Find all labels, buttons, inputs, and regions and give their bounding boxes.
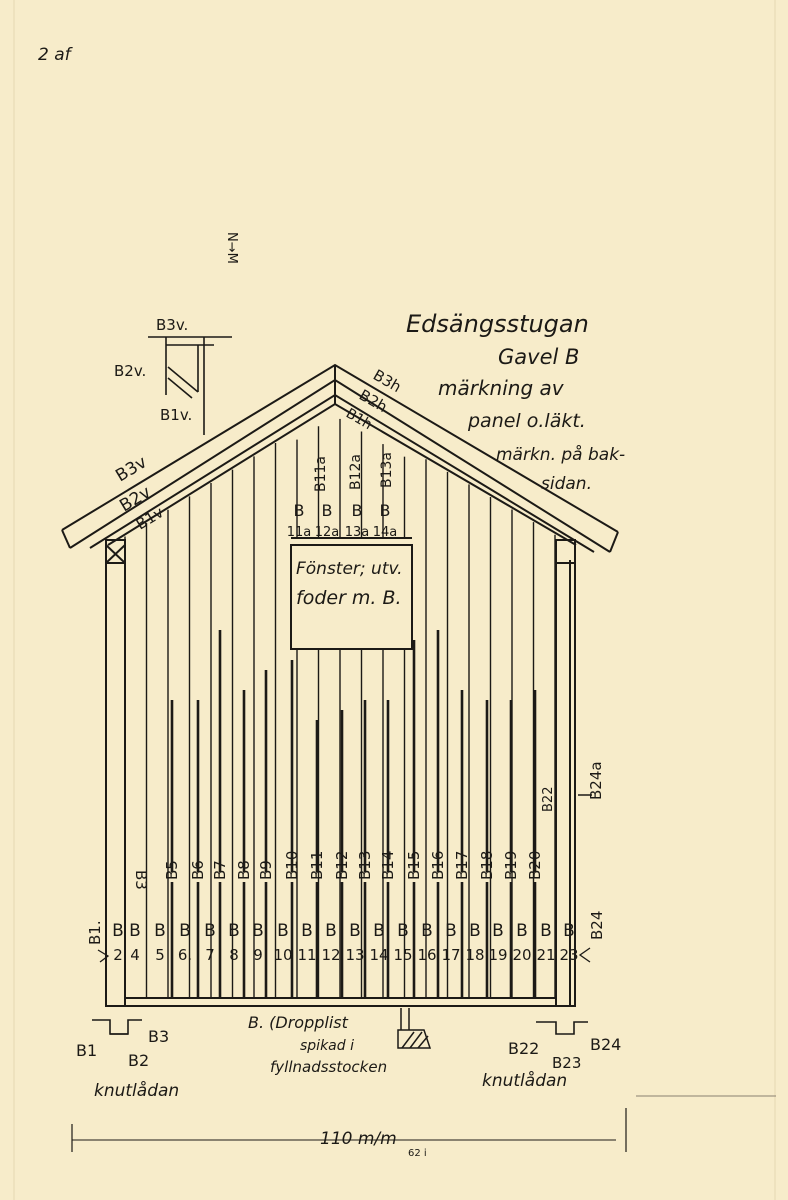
roof-label-b1h: B1h <box>343 405 375 434</box>
br-label-b22: B22 <box>508 1039 540 1058</box>
board-label-letter: B <box>469 921 481 941</box>
roof-label-b3h: B3h <box>370 365 405 397</box>
board-label-number: 9 <box>253 946 263 964</box>
dropplist-line-2: spikad i <box>300 1038 354 1054</box>
batten-label: B13 <box>356 850 374 880</box>
compass-mark: N→M <box>224 232 239 264</box>
dropplist-line-3: fyllnadsstocken <box>270 1058 388 1076</box>
board-label-number: 13 <box>345 946 365 964</box>
board-label-number: 23 <box>559 946 579 964</box>
br-label-b23: B23 <box>552 1054 582 1072</box>
bl-label-b3: B3 <box>148 1027 170 1046</box>
detail-left-label: B2v. <box>114 362 147 380</box>
upper-label-b13a: B13a <box>379 452 395 488</box>
window-board-labels <box>287 501 398 540</box>
board-label-number: 15 <box>393 946 413 964</box>
scale-value: 110 m/m <box>320 1129 397 1149</box>
board-label-letter: B <box>179 921 191 941</box>
window-board-letter: B <box>293 501 305 520</box>
board-label-number: 14 <box>369 946 389 964</box>
batten-label: B6 <box>189 860 207 880</box>
window-board-letter: B <box>351 501 363 520</box>
batten-label: B7 <box>211 860 229 880</box>
corner-detail-left <box>92 1020 142 1034</box>
bl-caption: knutlådan <box>94 1081 180 1101</box>
scale-ref: 62 i <box>408 1148 427 1159</box>
board-label-number: 18 <box>465 946 485 964</box>
board-label-number: 17 <box>441 946 461 964</box>
board-label-letter: B <box>492 921 504 941</box>
board-label-letter: B <box>445 921 457 941</box>
window-board-number: 12a <box>314 525 340 540</box>
board-label-number: 2 <box>113 946 123 964</box>
side-label-b24: B24 <box>588 910 606 940</box>
title-line-3: märkning av <box>438 376 564 400</box>
board-label-number: 12 <box>321 946 341 964</box>
batten-label: B10 <box>283 850 301 880</box>
board-label-letter: B <box>421 921 433 941</box>
window-board-letter: B <box>379 501 391 520</box>
batten-label: B16 <box>429 850 447 880</box>
batten-label: B20 <box>526 850 544 880</box>
batten-label: B5 <box>163 860 181 880</box>
br-caption: knutlådan <box>482 1071 568 1091</box>
page-ref: 2 af <box>38 45 71 65</box>
bl-label-b2: B2 <box>128 1051 150 1070</box>
board-label-letter: B <box>252 921 264 941</box>
batten-label: B9 <box>257 860 275 880</box>
board-label-number: 8 <box>229 946 239 964</box>
title-line-6: sidan. <box>541 474 592 494</box>
wall-boards <box>125 419 555 998</box>
batten-label: B17 <box>453 850 471 880</box>
upper-label-b11a: B11a <box>313 456 329 492</box>
roof-label-b2v: B2v <box>116 482 155 517</box>
board-label-number: 20 <box>512 946 532 964</box>
window-board-number: 13a <box>344 525 370 540</box>
board-label-letter: B <box>277 921 289 941</box>
batten-label: B12 <box>333 850 351 880</box>
title-line-1: Edsängsstugan <box>406 310 589 338</box>
detail-top-label: B3v. <box>156 316 189 334</box>
board-label-number: 4 <box>130 946 140 964</box>
board-label-number: 19 <box>488 946 508 964</box>
br-label-b24: B24 <box>590 1035 622 1054</box>
board-label-letter: B <box>112 921 124 941</box>
side-label-b3: B3 <box>132 870 150 890</box>
board-label-number: 16 <box>417 946 437 964</box>
title-line-2: Gavel B <box>498 345 580 369</box>
window-board-number: 14a <box>372 525 398 540</box>
roof-label-b1v: B1v <box>132 503 167 534</box>
corner-detail-right <box>536 1022 588 1034</box>
board-label-letter: B <box>154 921 166 941</box>
board-label-letter: B <box>325 921 337 941</box>
dropplist-line-1: B. (Dropplist <box>248 1013 348 1032</box>
board-label-number: 5 <box>155 946 165 964</box>
board-label-letter: B <box>204 921 216 941</box>
batten-label: B8 <box>235 860 253 880</box>
window-board-number: 11a <box>286 525 312 540</box>
detail-bottom-label: B1v. <box>160 406 193 424</box>
dropplist-section <box>398 1008 430 1048</box>
board-label-number: 6. <box>177 946 193 964</box>
board-label-number: 10 <box>273 946 293 964</box>
batten-label: B14 <box>379 850 397 880</box>
batten-labels <box>163 630 544 998</box>
upper-label-b12a: B12a <box>348 454 364 490</box>
board-label-letter: B <box>373 921 385 941</box>
board-label-letter: B <box>129 921 141 941</box>
side-label-b24a: B24a <box>587 761 605 800</box>
board-label-letter: B <box>349 921 361 941</box>
side-label-b1: B1. <box>86 920 104 945</box>
board-label-letter: B <box>228 921 240 941</box>
title-line-4: panel o.läkt. <box>468 410 586 432</box>
title-block <box>406 310 625 494</box>
batten-label: B15 <box>405 850 423 880</box>
roof-label-b3v: B3v <box>112 452 151 487</box>
window-note-line-1: Fönster; utv. <box>296 559 403 579</box>
title-line-5: märkn. på bak- <box>496 445 626 465</box>
board-label-letter: B <box>540 921 552 941</box>
bl-label-b1: B1 <box>76 1041 98 1060</box>
board-label-number: 7 <box>205 946 215 964</box>
board-label-letter: B <box>516 921 528 941</box>
side-label-b22: B22 <box>541 786 556 812</box>
board-labels <box>112 921 578 964</box>
board-label-number: 11 <box>297 946 317 964</box>
board-label-letter: B <box>301 921 313 941</box>
batten-label: B11 <box>308 850 326 880</box>
board-label-number: 21 <box>536 946 556 964</box>
batten-label: B19 <box>502 850 520 880</box>
window-board-letter: B <box>321 501 333 520</box>
b24-arrow <box>580 948 590 962</box>
batten-label: B18 <box>478 850 496 880</box>
roof-label-b2h: B2h <box>356 385 391 417</box>
board-label-letter: B <box>397 921 409 941</box>
window-note-line-2: foder m. B. <box>296 587 402 609</box>
board-label-letter: B <box>563 921 575 941</box>
